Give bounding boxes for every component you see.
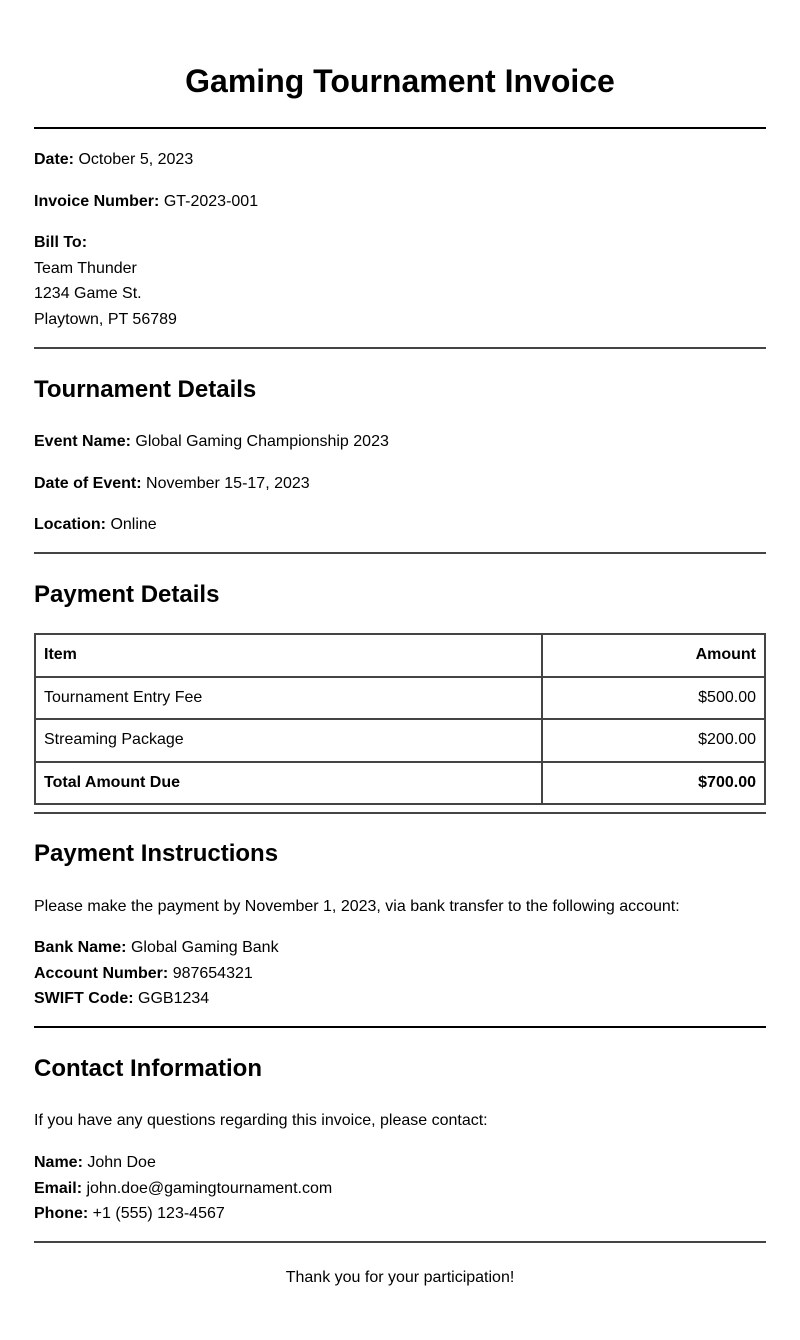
- bank-name-label: Bank Name:: [34, 939, 127, 956]
- divider: [34, 552, 766, 554]
- invoice-number: [34, 192, 258, 212]
- divider: [34, 1026, 766, 1028]
- footer-thank-you: Thank you for your participation!: [285, 1269, 515, 1286]
- divider: [34, 1241, 766, 1243]
- divider: [34, 812, 766, 814]
- tournament-details-heading: Tournament Details: [34, 376, 257, 403]
- account-number: [34, 964, 253, 984]
- column-header-amount: Amount: [542, 634, 765, 677]
- table-header-row: [35, 634, 765, 677]
- contact-email-label: Email:: [34, 1180, 83, 1197]
- location-value: Online: [110, 516, 157, 533]
- row-item: Streaming Package: [35, 719, 542, 762]
- row-amount: $500.00: [542, 677, 765, 720]
- contact-phone: [34, 1204, 225, 1224]
- bill-to-city: Playtown, PT 56789: [34, 311, 177, 328]
- total-value: $700.00: [542, 762, 765, 805]
- total-label: Total Amount Due: [35, 762, 542, 805]
- swift-code-label: SWIFT Code:: [34, 990, 134, 1007]
- bank-name-value: Global Gaming Bank: [130, 939, 279, 956]
- divider: [34, 347, 766, 349]
- event-name-value: Global Gaming Championship 2023: [135, 433, 389, 450]
- payment-instructions-heading: Payment Instructions: [34, 840, 279, 867]
- swift-code-value: GGB1234: [138, 990, 210, 1007]
- contact-email-value: john.doe@gamingtournament.com: [86, 1180, 333, 1197]
- payment-table: [34, 633, 766, 805]
- swift-code: [34, 989, 209, 1009]
- table-total-row: [35, 762, 765, 805]
- row-item: Tournament Entry Fee: [35, 677, 542, 720]
- contact-heading: Contact Information: [34, 1055, 262, 1082]
- page-title: Gaming Tournament Invoice: [185, 63, 615, 99]
- event-date: [34, 474, 310, 494]
- invoice-date: [34, 150, 193, 170]
- contact-phone-value: +1 (555) 123-4567: [92, 1205, 225, 1222]
- event-name: [34, 432, 389, 452]
- bank-name: [34, 938, 279, 958]
- contact-email: [34, 1179, 332, 1199]
- divider: [34, 127, 766, 129]
- bill-to-street: 1234 Game St.: [34, 285, 142, 302]
- invoice-number-label: Invoice Number:: [34, 193, 160, 210]
- date-label: Date:: [34, 151, 75, 168]
- event-date-value: November 15-17, 2023: [146, 475, 310, 492]
- contact-name-value: John Doe: [87, 1154, 156, 1171]
- event-date-label: Date of Event:: [34, 475, 142, 492]
- location-label: Location:: [34, 516, 106, 533]
- event-location: [34, 515, 157, 535]
- contact-phone-label: Phone:: [34, 1205, 89, 1222]
- table-row: [35, 719, 765, 762]
- account-number-label: Account Number:: [34, 965, 169, 982]
- column-header-item: Item: [35, 634, 542, 677]
- event-name-label: Event Name:: [34, 433, 131, 450]
- account-number-value: 987654321: [172, 965, 253, 982]
- row-amount: $200.00: [542, 719, 765, 762]
- date-value: October 5, 2023: [78, 151, 194, 168]
- contact-text: If you have any questions regarding this invoice, please contact:: [34, 1112, 488, 1129]
- table-row: [35, 677, 765, 720]
- bill-to-label: Bill To:: [34, 234, 88, 251]
- bill-to-name: Team Thunder: [34, 260, 137, 277]
- contact-name-label: Name:: [34, 1154, 83, 1171]
- contact-name: [34, 1153, 156, 1173]
- payment-instructions-text: Please make the payment by November 1, 2023, via bank transfer to the following account:: [34, 898, 680, 915]
- invoice-number-value: GT-2023-001: [163, 193, 259, 210]
- payment-details-heading: Payment Details: [34, 581, 220, 608]
